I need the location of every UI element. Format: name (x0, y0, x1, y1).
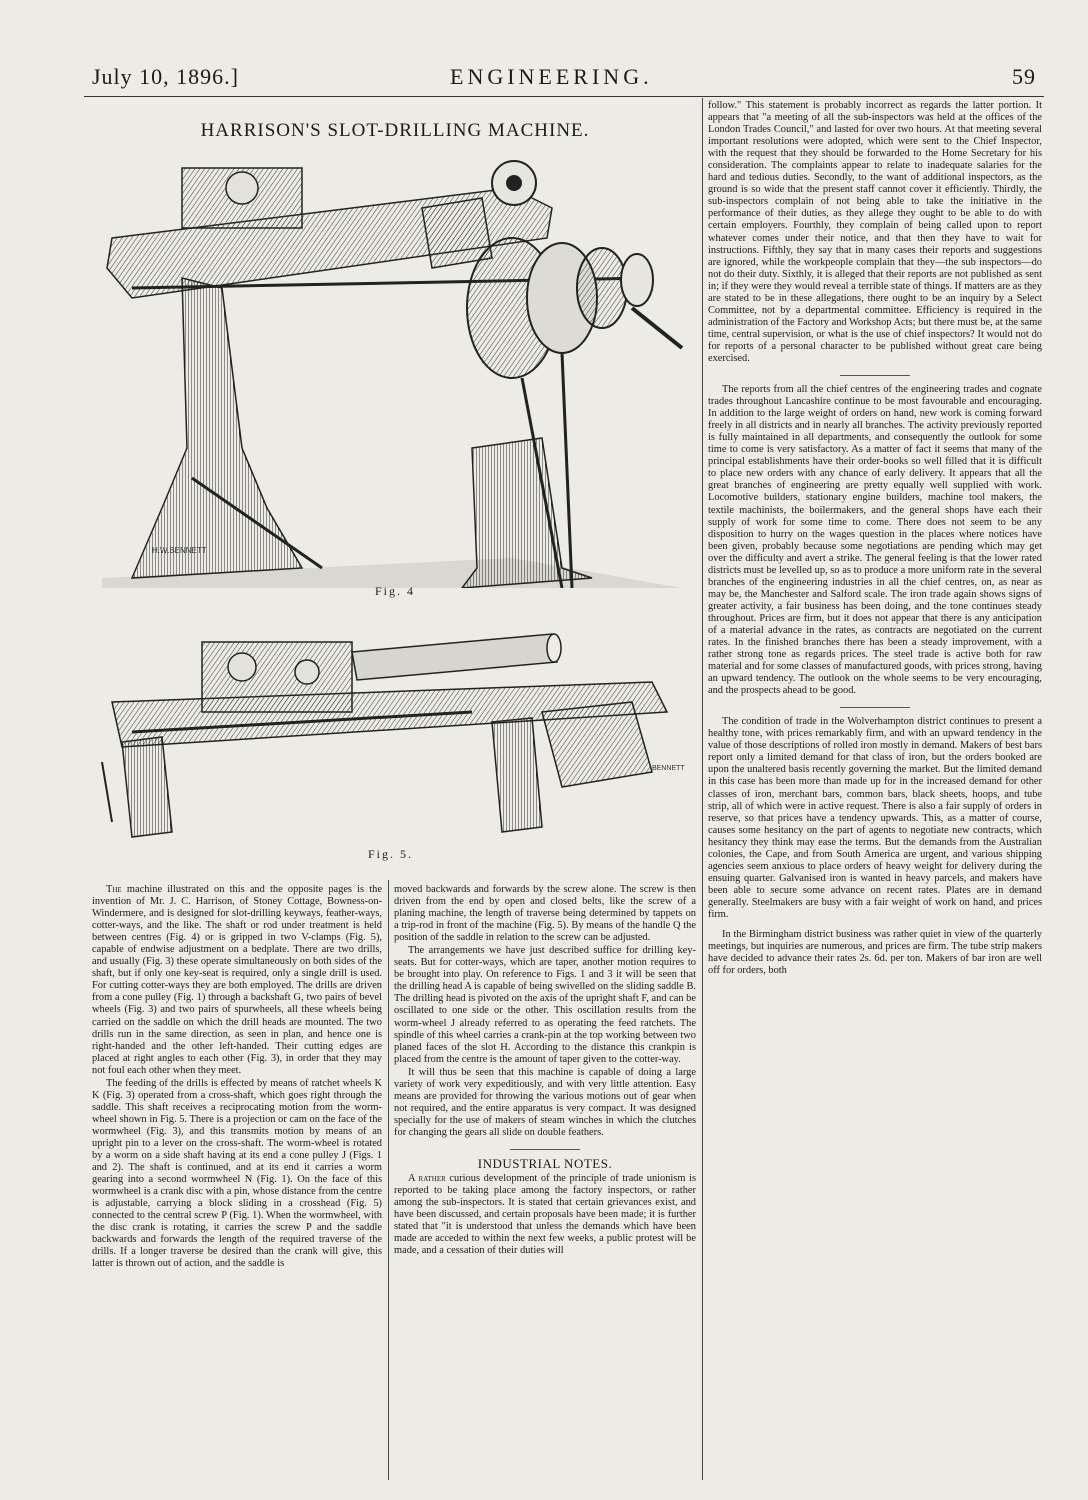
column-divider-right (702, 98, 703, 1480)
paragraph-text: curious development of the principle of trade unionism is reported to be taking place among the factory inspectors, or rather among the sub-inspectors. It is stated that certain grievances exist, and have been discussed, and certain proposals have been made; it is further stated that "it is understood that unless the demands which have been made are acceded to within the next few weeks, a public protest will be made, and a cessation of their duties will (394, 1173, 696, 1257)
paragraph-text: machine illustrated on this and the opposite pages is the invention of Mr. J. C. Harrison, of Stoney Cottage, Bowness-on-Windermere, and is designed for slot-drilling keyways, feather-ways, cotter-ways, and the like. The shaft or rod under treatment is held between centres (Fig. 4) or is gripped in two V-clamps (Fig. 5), capable of endwise adjustment on a bedplate. There are two drills, and usually (Fig. 3) these operate simultaneously on both sides of the shaft, but if only one key-seat is required, only a single drill is used. For cutting cotter-ways they are both employed. The drills are driven from a cone pulley (Fig. 1) through a backshaft G, two pairs of bevel wheels (Fig. 3) and two pairs of spurwheels, all these wheels being carried on the saddle on which the drill heads are mounted. The two drills run in the same direction, as seen in plan, and hence one is right-handed and the other left-handed. Their cutting edges are placed at right angles to each other (Fig. 3), in order that they may not foul each other when they meet. (92, 884, 382, 1076)
section-title-industrial-notes: INDUSTRIAL NOTES. (477, 1155, 613, 1171)
article-title: HARRISON'S SLOT-DRILLING MACHINE. (200, 120, 590, 141)
article-paragraph: moved backwards and forwards by the screw alone. The screw is then driven from the end by open and closed belts, like the screw of a planing machine, the length of traverse being determined by tappets on a trip-rod in front of the machine (Fig. 5). By means of the handle Q the position of the saddle in relation to the screw can be adjusted. (394, 884, 696, 944)
article-paragraph: The reports from all the chief centres of the engineering trades and cognate trades throughout Lancashire continue to be most favourable and encouraging. In addition to the large weight of orders on hand, new work is coming forward freely in all districts and in nearly all branches. The activity previously reported is fully maintained in all departments, and consequently the outlook for some time to come is very satisfactory. As a matter of fact it seems that many of the principal establishments have their order-books so well filled that it is difficult to place new orders with any chance of early delivery. It appears that all the great branches of engineering are pretty equally well supplied with work. Locomotive builders, stationary engine builders, machine tool makers, the textile machinists, the boilermakers, and the general shops have each their supply of work for some time to come. There does not seem to be any disposition to hurry on the wages question in the places where notices have been given, probably because some negotiations are pending which may get over the difficulty and avert a strike. The general feeling is that the lower rated districts must be levelled up, so as to produce a more uniform rate in the several branches of the engineering industries in all the chief centres, on, as near as may be, the Manchester and Salford scale. The iron trade again shows signs of greater activity, a fair business has been doing, and the tone continues steady throughout. Prices are firm, but it does not appear that there is any anticipation of a material advance in the rates, as contracts are negotiated on the current rates. In the finished branches there has been a steady improvement, with a rather strong tone as regards prices. The steel trade is active both for raw material and for some classes of manufactured goods, with prices strong, having an upward tendency. The outlook on the whole seems to be very encouraging, and the prospects ahead to be good. (708, 384, 1042, 697)
article-paragraph: The arrangements we have just described suffice for drilling key-seats. But for cotter-ways, which are taper, another motion requires to be brought into play. On reference to Figs. 1 and 3 it will be seen that the drilling head A is capable of being swivelled on the sliding saddle B. The drilling head is pivoted on the axis of the upright shaft F, and can be oscillated to one side or the other. This oscillation results from the worm-wheel J already referred to as operating the feed ratchets. The spindle of this wheel carries a crank-pin at the top working between two planed faces of the slot H. According to the distance this crankpin is placed from the centre is the amount of taper given to the cotter-way. (394, 945, 696, 1065)
paragraph-lead: The (106, 884, 122, 895)
article-paragraph: In the Birmingham district business was rather quiet in view of the quarterly meetings, but inquiries are numerous, and prices are firm. The tube strip makers have decided to advance their rates 2s. 6d. per ton. Makers of bar iron are well off for orders, both (708, 929, 1042, 977)
article-paragraph: The feeding of the drills is effected by means of ratchet wheels K K (Fig. 3) operated from a cross-shaft, which goes right through the saddle. This shaft receives a reciprocating motion from the worm-wheel shown in Fig. 5. There is a projection or cam on the face of the wormwheel (Fig. 3), and this transmits motion by means of an upright pin to a lever on the cross-shaft. The worm-wheel is rotated by a worm on a side shaft having at its end a cone pulley J (Figs. 1 and 2). The shaft is continued, and at its end it carries a worm gearing into a second wormwheel N (Fig. 1). On the face of this wormwheel is a crank disc with a pin, whose distance from the centre is adjustable, carrying a block sliding in a crosshead (Fig. 5) connected to the central screw P (Fig. 1). When the wormwheel, with the disc crank is rotating, it carries the screw P and the saddle backwards and forwards the length of the required traverse of the drills. If a longer traverse be desired than the crank will give, this latter is thrown out of action, and the saddle is (92, 1077, 382, 1270)
fig5-caption: Fig. 5. (368, 847, 414, 861)
fig5-engraver-signature: BENNETT (652, 765, 685, 772)
article-paragraph (92, 884, 382, 1077)
fig4-illustration (92, 148, 692, 588)
article-paragraph: It will thus be seen that this machine is capable of doing a large variety of work very expeditiously, and with very little attention. Easy means are provided for throwing the various motions out of gear when not required, and the entire apparatus is very compact. It was designed specially for the use of makers of steam winches in which the clutches for changing the gears all slide on double feathers. (394, 1066, 696, 1138)
article-paragraph: The condition of trade in the Wolverhampton district continues to present a healthy tone, with prices remarkably firm, and with an upward tendency in the value of those descriptions of rolled iron mostly in demand. Makers of best bars report only a limited demand for that class of iron, but the orders booked are upon the unaltered basis recently governing the market. But the limited demand in this case has been more than made up for in the increased demand for other classes of iron, merchant bars, common bars, black sheets, hoops, and tube strip, all of which were in active request. There is also a fair supply of orders in reserve, so that prices have a tendency upwards. This, as a matter of course, causes some hesitancy on the part of agents to negotiate new contracts, which hesitancy they think may ease the terms. But the demands from the Australian colonies, the Cape, and from South America are urgent, and various shipping agencies seem anxious to place orders of heavy weight for delivery during the ensuing quarter. Galvanised iron is wanted in heavy parcels, and makers have been able to secure some advance on recent rates. Plates are in demand generally. Steelmakers are busy with a fair weight of work on hand, and prices firm. (708, 716, 1042, 920)
issue-date: July 10, 1896.] (92, 64, 239, 89)
journal-title: ENGINEERING. (450, 64, 653, 89)
section-rule (510, 1149, 580, 1150)
fig4-caption: Fig. 4 (375, 584, 416, 598)
section-rule (840, 375, 910, 376)
paragraph-lead: A rather (408, 1173, 446, 1185)
fig5-illustration (92, 622, 702, 840)
fig4-engraver-signature: H.W.BENNETT (152, 546, 207, 555)
article-paragraph (394, 1173, 696, 1257)
article-column-2 (394, 884, 696, 1258)
column-divider-lower (388, 880, 389, 1480)
section-rule (840, 707, 910, 708)
article-column-1 (92, 884, 382, 1272)
page-number: 59 (1012, 64, 1036, 89)
fig5-engraving (92, 622, 702, 840)
article-column-3 (708, 100, 1042, 978)
header-rule (84, 96, 1044, 97)
article-paragraph: follow." This statement is probably incorrect as regards the latter portion. It appears that "a meeting of all the sub-inspectors was held at the offices of the London Trades Council," and lasted for over two hours. At that meeting several important resolutions were adopted, which were sent to the Chief Inspector, with the request that they should be forwarded to the Home Secretary for his consideration. The complaints appear to relate to inadequate salaries for the hard and tedious duties. Secondly, to the want of additional inspectors, as the ground is so wide that the present staff cannot cover it efficiently. Thirdly, the sub-inspectors complain of not being able to take the initiative in the performance of their duties, as they allege they ought to be able to do with certain employers. Fourthly, they complain of being called upon to report whatever comes under their notice, and that then they have to wait for instructions. Fifthly, they say that in many cases their reports and suggestions are ignored, while the workpeople complain that they—the sub inspectors—do not do their duty. Sixthly, it is alleged that their reports are not published as sent in; if they were they would reveal a terrible state of things. If matters are as they are stated to be in these allegations, there ought to be an inquiry by a Select Committee, not by a departmental committee. Efficiency is required in the administration of the Factory and Workshop Acts; but there must be, at the same time, central supervision, or what is the use of chief inspectors? It would not do for reports of a personal character to be published without great care being exercised. (708, 100, 1042, 364)
fig4-engraving (92, 148, 692, 588)
